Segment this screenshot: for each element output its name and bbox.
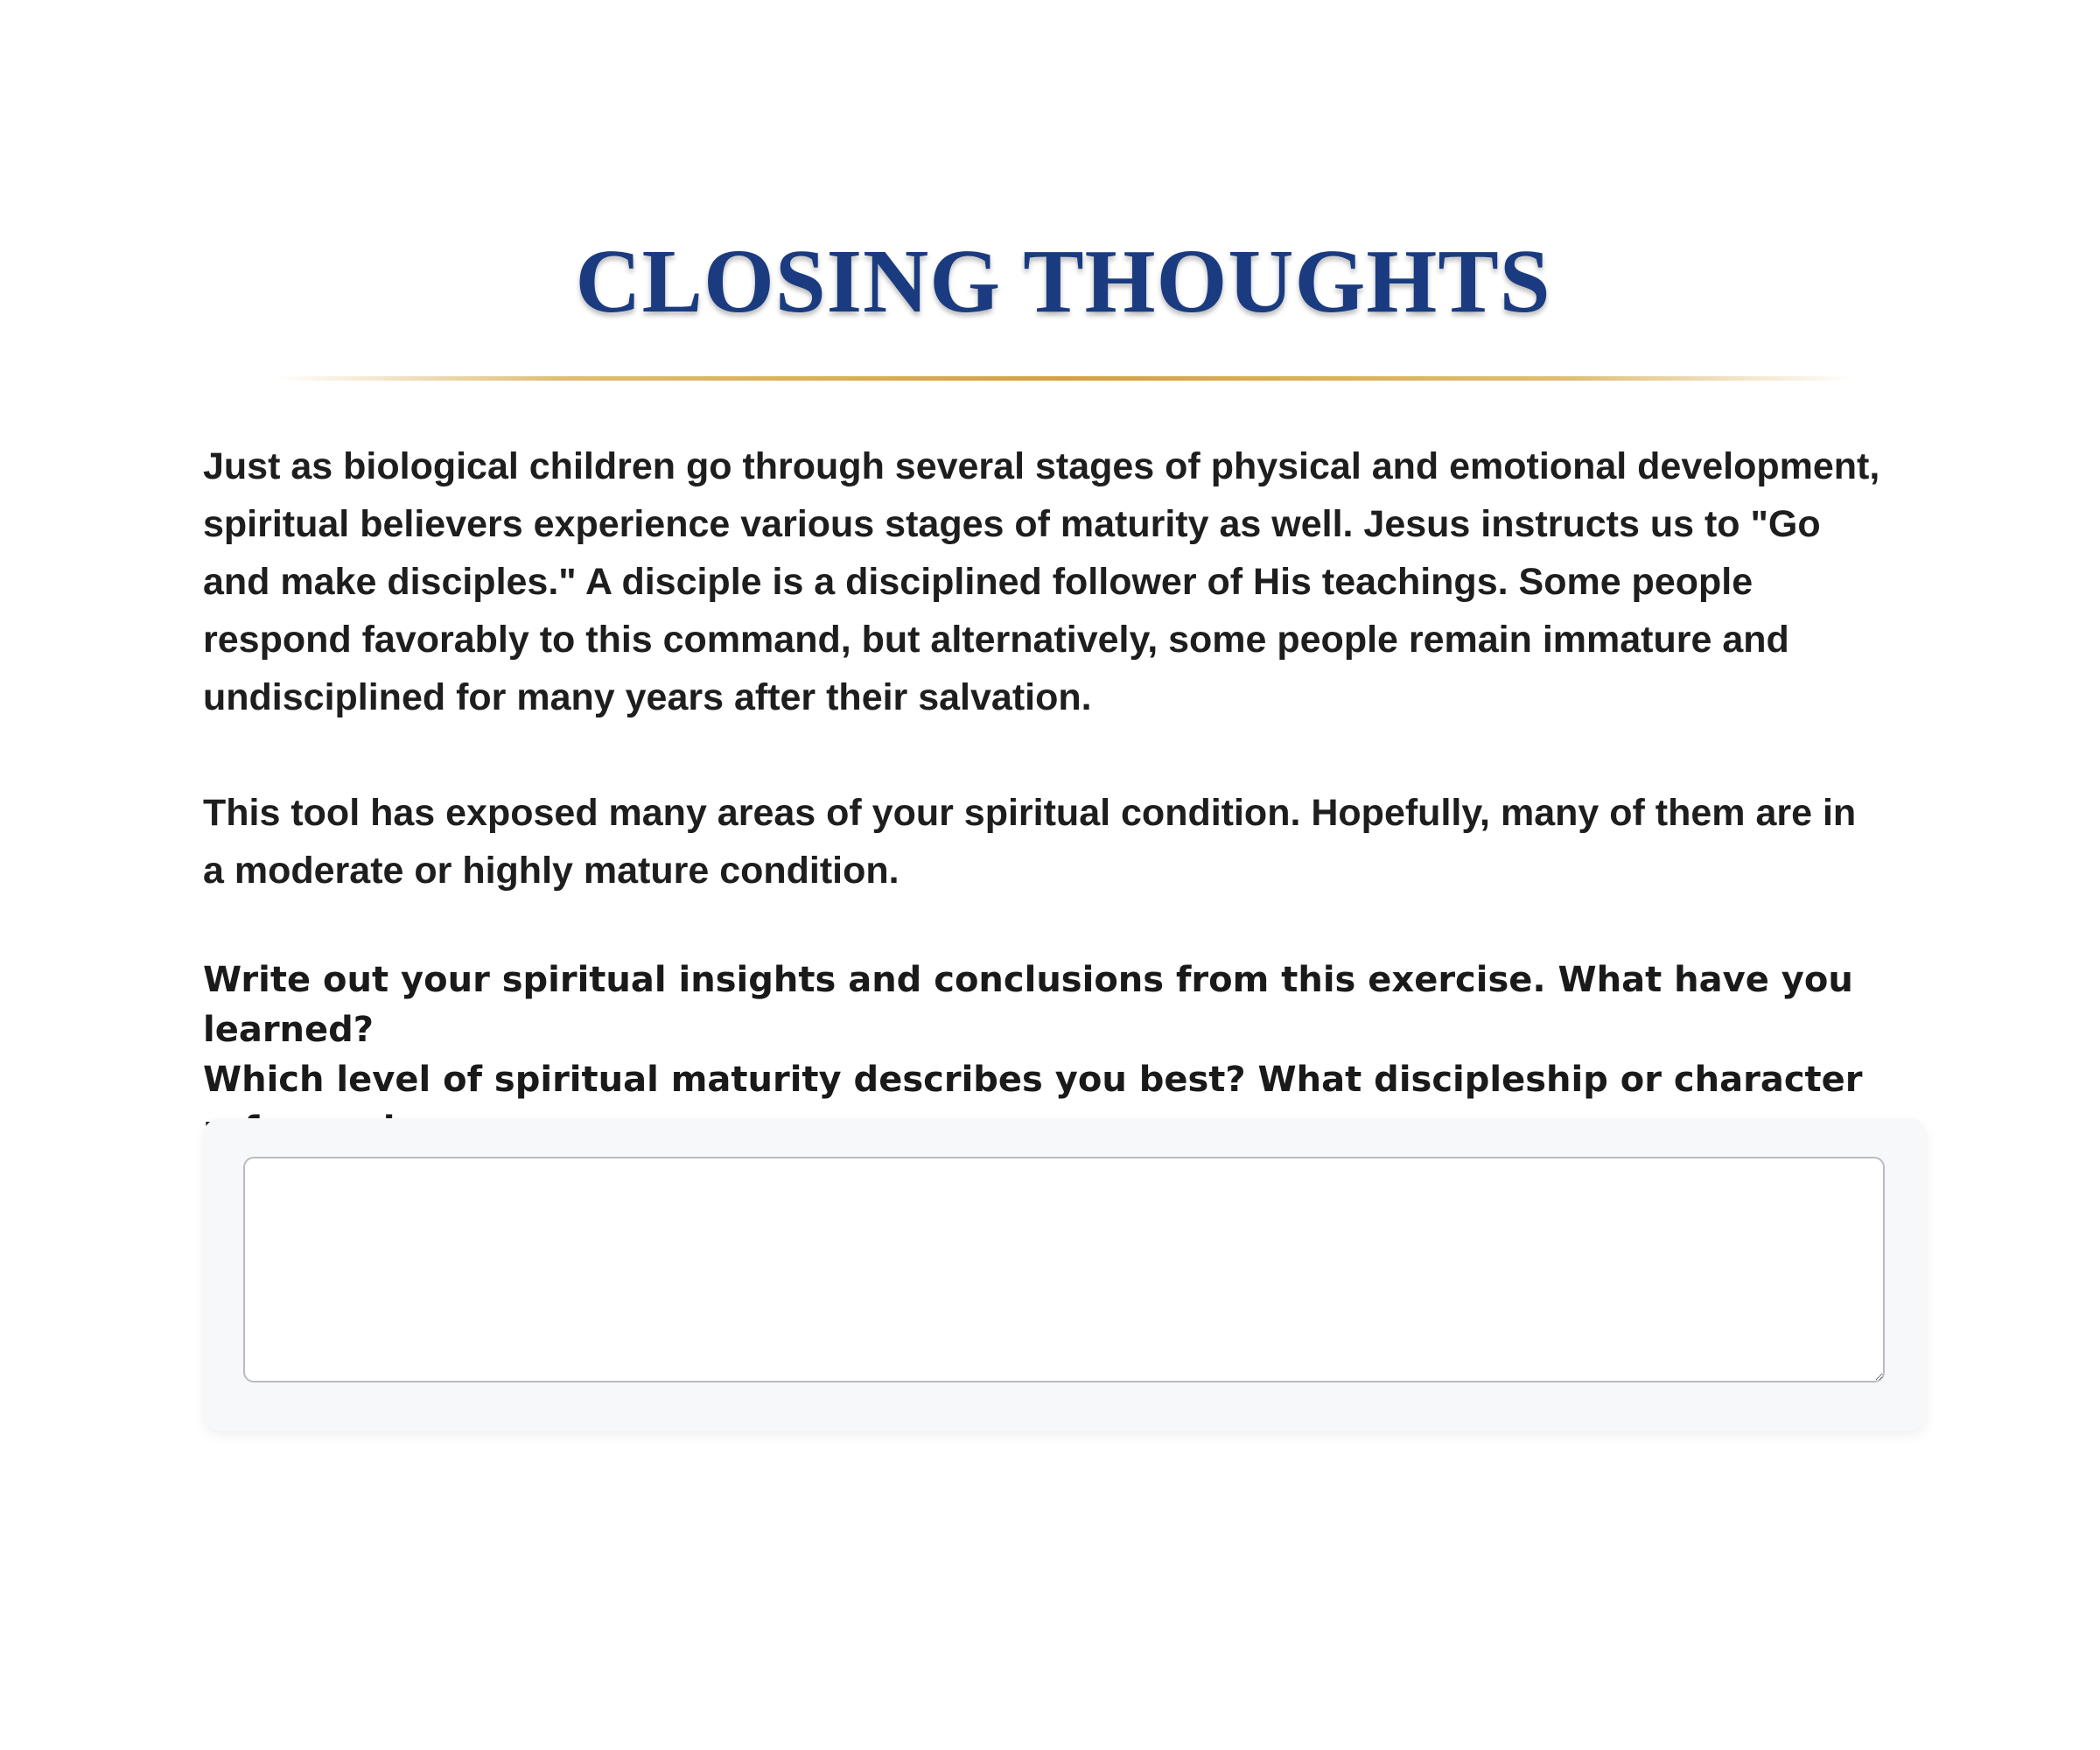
- reflection-prompt: Write out your spiritual insights and conclusions from this exercise. What have you learned? Which level of spiritual maturity describes you best? What discipleship or character: [203, 960, 1863, 1100]
- title-divider: [273, 376, 1855, 381]
- answer-card: [203, 1118, 1927, 1431]
- intro-paragraph: Just as biological children go through several stages of physical and emotional development, spiritual believers experience various stages of maturity as well. Jesus instructs us to "Go and make disciples." A disciple is a disciplined follower of His teachings. Some people respond favorably to this command, but alternatively, some people remain immature and undisciplined for many years after their salvation.: [203, 445, 1880, 718]
- condition-paragraph: This tool has exposed many areas of your spiritual condition. Hopefully, many of them are in a moderate or highly mature condition.: [203, 792, 1857, 892]
- page-title: CLOSING THOUGHTS: [575, 231, 1551, 332]
- reflection-textarea[interactable]: [243, 1157, 1885, 1382]
